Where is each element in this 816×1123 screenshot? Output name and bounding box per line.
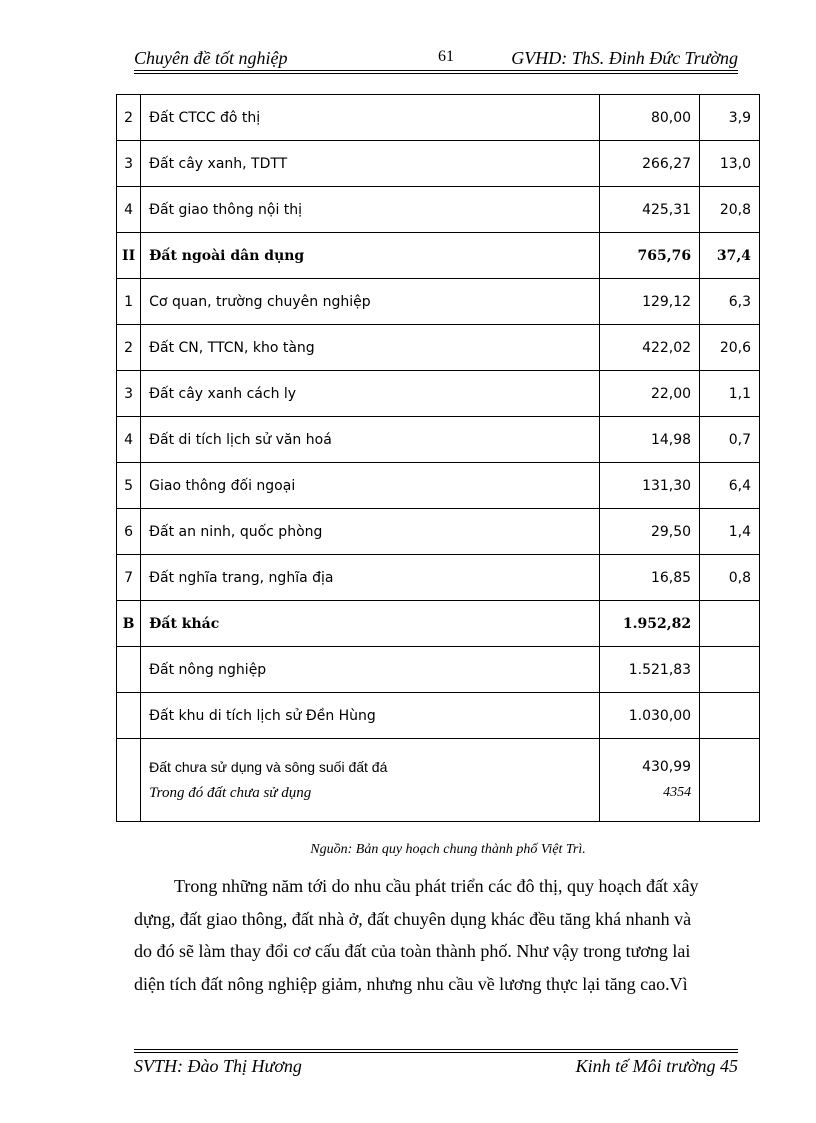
table-row: [117, 279, 760, 325]
table-row: [117, 141, 760, 187]
cell-index: 4: [117, 417, 141, 463]
cell-name-line1: Đất chưa sử dụng và sông suối đất đá: [149, 758, 388, 775]
paragraph-line: dựng, đất giao thông, đất nhà ở, đất chuyên dụng khác đều tăng khá nhanh và: [134, 908, 692, 929]
cell-name: Đất khu di tích lịch sử Đền Hùng: [141, 693, 600, 739]
cell-name: Đất CTCC đô thị: [141, 95, 600, 141]
table-row: [117, 95, 760, 141]
cell-area: 765,76: [600, 233, 700, 279]
cell-percent: [700, 647, 760, 693]
cell-area: 22,00: [600, 371, 700, 417]
paragraph-line: Trong những năm tới do nhu cầu phát triển các đô thị, quy hoạch đất xây: [174, 876, 699, 896]
page-header: [134, 48, 738, 72]
table-row: [117, 187, 760, 233]
header-supervisor: GVHD: ThS. Đinh Đức Trường: [511, 48, 738, 68]
cell-name: Giao thông đối ngoại: [141, 463, 600, 509]
cell-percent: 13,0: [700, 141, 760, 187]
cell-index: 4: [117, 187, 141, 233]
cell-percent: 20,8: [700, 187, 760, 233]
cell-index: B: [117, 601, 141, 647]
cell-percent: 20,6: [700, 325, 760, 371]
cell-area: 266,27: [600, 141, 700, 187]
cell-index: 5: [117, 463, 141, 509]
cell-name: [141, 739, 600, 822]
page-number: 61: [438, 48, 454, 65]
cell-area: 1.521,83: [600, 647, 700, 693]
cell-index: 7: [117, 555, 141, 601]
cell-percent: [700, 739, 760, 822]
table-row: [117, 463, 760, 509]
cell-index: 2: [117, 95, 141, 141]
paragraph-line: do đó sẽ làm thay đổi cơ cấu đất của toàn thành phố. Như vậy trong tương lai: [134, 941, 691, 961]
table-row: [117, 325, 760, 371]
cell-index: II: [117, 233, 141, 279]
header-rule-2: [134, 73, 738, 74]
table-row: [117, 233, 760, 279]
cell-name: Đất giao thông nội thị: [141, 187, 600, 233]
cell-percent: 37,4: [700, 233, 760, 279]
cell-area: 80,00: [600, 95, 700, 141]
cell-area: 422,02: [600, 325, 700, 371]
cell-name: Đất CN, TTCN, kho tàng: [141, 325, 600, 371]
cell-percent: 0,7: [700, 417, 760, 463]
table-row: [117, 647, 760, 693]
cell-name: Đất ngoài dân dụng: [141, 233, 600, 279]
table-row: [117, 555, 760, 601]
cell-name-line2: Trong đó đất chưa sử dụng: [149, 784, 312, 801]
cell-index: 3: [117, 371, 141, 417]
cell-name: Đất cây xanh cách ly: [141, 371, 600, 417]
cell-index: [117, 647, 141, 693]
cell-area: 131,30: [600, 463, 700, 509]
footer-student: SVTH: Đào Thị Hương: [134, 1056, 302, 1076]
cell-area: 1.952,82: [600, 601, 700, 647]
cell-name: Đất nghĩa trang, nghĩa địa: [141, 555, 600, 601]
cell-percent: 1,1: [700, 371, 760, 417]
cell-name: Cơ quan, trường chuyên nghiệp: [141, 279, 600, 325]
cell-area: 425,31: [600, 187, 700, 233]
paragraph-line: diện tích đất nông nghiệp giảm, nhưng nhu cầu về lương thực lại tăng cao.Vì: [134, 973, 688, 994]
cell-area: [600, 739, 700, 822]
table-row-last: [117, 739, 760, 822]
cell-name: Đất di tích lịch sử văn hoá: [141, 417, 600, 463]
cell-percent: [700, 601, 760, 647]
cell-percent: 1,4: [700, 509, 760, 555]
header-title: Chuyên đề tốt nghiệp: [134, 48, 288, 68]
cell-area: 129,12: [600, 279, 700, 325]
cell-area: 1.030,00: [600, 693, 700, 739]
cell-index: 3: [117, 141, 141, 187]
footer-rule: [134, 1049, 738, 1050]
cell-area: 14,98: [600, 417, 700, 463]
page-footer: [134, 1056, 738, 1080]
cell-index: 6: [117, 509, 141, 555]
cell-percent: [700, 693, 760, 739]
table-row: [117, 601, 760, 647]
cell-percent: 6,3: [700, 279, 760, 325]
table-row: [117, 417, 760, 463]
cell-percent: 0,8: [700, 555, 760, 601]
cell-percent: 6,4: [700, 463, 760, 509]
cell-percent: 3,9: [700, 95, 760, 141]
cell-name: Đất khác: [141, 601, 600, 647]
cell-name: Đất cây xanh, TDTT: [141, 141, 600, 187]
body-paragraph: [134, 870, 738, 1000]
cell-area-line1: 430,99: [642, 759, 692, 775]
land-use-table: [116, 94, 760, 822]
cell-index: [117, 693, 141, 739]
table-source-note: Nguồn: Bản quy hoạch chung thành phố Việt Trì.: [310, 842, 586, 857]
table-row: [117, 509, 760, 555]
table-body: [117, 95, 760, 822]
cell-area: 16,85: [600, 555, 700, 601]
cell-area-line2: 4354: [663, 785, 692, 800]
cell-area: 29,50: [600, 509, 700, 555]
footer-class: Kinh tế Môi trường 45: [575, 1056, 738, 1076]
table-row: [117, 693, 760, 739]
cell-index: 1: [117, 279, 141, 325]
header-rule: [134, 70, 738, 71]
cell-name: Đất an ninh, quốc phòng: [141, 509, 600, 555]
cell-index: [117, 739, 141, 822]
cell-index: 2: [117, 325, 141, 371]
footer-rule-2: [134, 1052, 738, 1053]
table-row: [117, 371, 760, 417]
cell-name: Đất nông nghiệp: [141, 647, 600, 693]
